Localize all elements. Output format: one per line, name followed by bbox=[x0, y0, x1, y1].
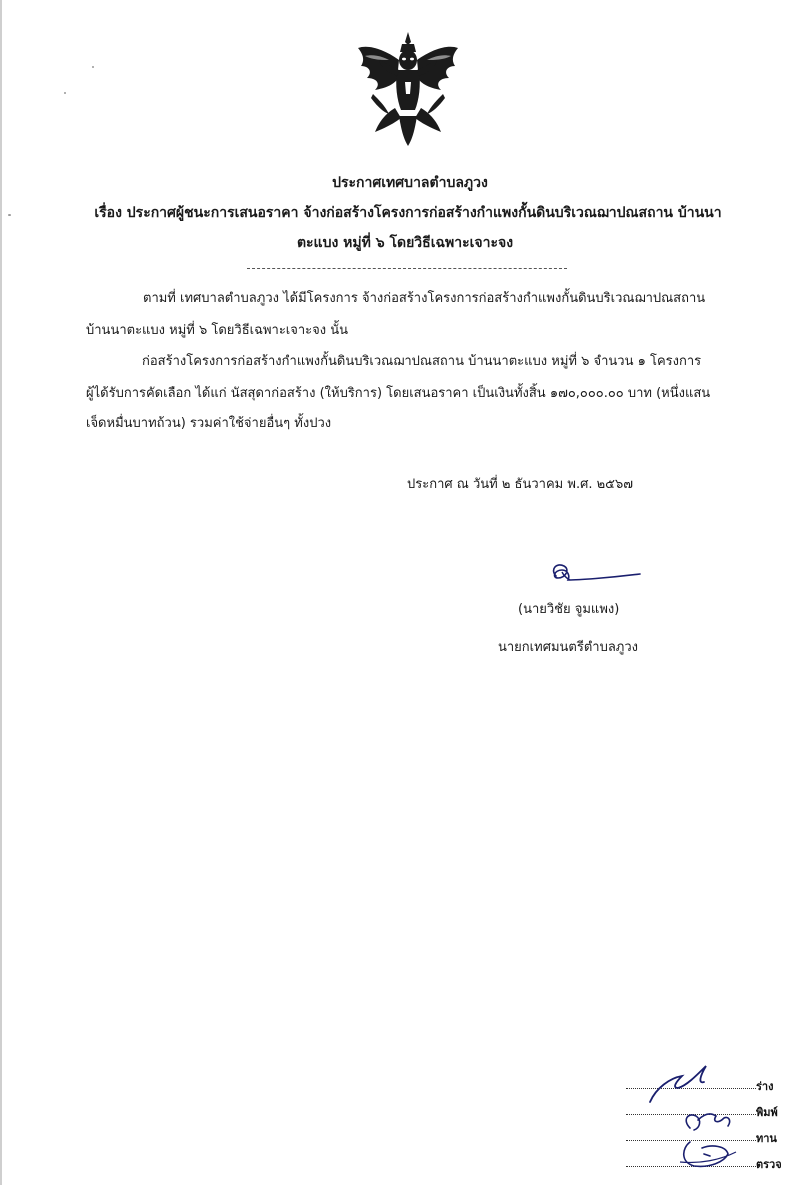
document-title-block bbox=[0, 168, 800, 258]
handwritten-signature bbox=[548, 558, 643, 590]
title-divider bbox=[247, 268, 567, 269]
initial-row-draft bbox=[620, 1076, 795, 1098]
document-subject-line2: ตะแบง หมู่ที่ ๖ โดยวิธีเฉพาะเจาะจง bbox=[296, 235, 514, 251]
initial-row-reviewed bbox=[620, 1128, 795, 1150]
scan-speck bbox=[92, 66, 94, 68]
dotted-line bbox=[626, 1088, 756, 1089]
announcement-date: ประกาศ ณ วันที่ ๒ ธันวาคม พ.ศ. ๒๕๖๗ bbox=[407, 477, 634, 492]
signer-name: (นายวิชัย จูมแพง) bbox=[518, 602, 620, 617]
scan-speck bbox=[64, 92, 66, 94]
paragraph-2-line-3: เจ็ดหมื่นบาทถ้วน) รวมค่าใช้จ่ายอื่นๆ ทั้งปวง bbox=[86, 416, 332, 431]
dotted-line bbox=[626, 1166, 756, 1167]
initial-label-reviewed: ทาน bbox=[756, 1132, 777, 1145]
dotted-line bbox=[626, 1140, 756, 1141]
garuda-emblem bbox=[355, 30, 461, 148]
document-title: ประกาศเทศบาลตำบลภูวง bbox=[332, 175, 488, 191]
paragraph-2-line-1: ก่อสร้างโครงการก่อสร้างกำแพงกั้นดินบริเวณฌาปณสถาน บ้านนาตะแบง หมู่ที่ ๖ จำนวน ๑ โครงการ bbox=[142, 354, 702, 369]
initial-row-checked bbox=[620, 1154, 795, 1176]
initial-row-typed bbox=[620, 1102, 795, 1124]
dotted-line bbox=[626, 1114, 756, 1115]
document-subject-line1: เรื่อง ประกาศผู้ชนะการเสนอราคา จ้างก่อสร้างโครงการก่อสร้างกำแพงกั้นดินบริเวณฌาปณสถาน บ้านนา bbox=[94, 205, 722, 221]
initial-label-typed: พิมพ์ bbox=[756, 1106, 778, 1119]
paragraph-1-line-2: บ้านนาตะแบง หมู่ที่ ๖ โดยวิธีเฉพาะเจาะจง นั้น bbox=[86, 323, 349, 338]
initial-label-checked: ตรวจ bbox=[756, 1158, 782, 1171]
approval-initials-block bbox=[620, 1058, 795, 1183]
initial-label-draft: ร่าง bbox=[756, 1080, 774, 1093]
paragraph-1-line-1: ตามที่ เทศบาลตำบลภูวง ได้มีโครงการ จ้างก่อสร้างโครงการก่อสร้างกำแพงกั้นดินบริเวณฌาปณสถาน bbox=[143, 291, 706, 306]
paragraph-2-line-2: ผู้ได้รับการคัดเลือก ได้แก่ นัสสุดาก่อสร้าง (ให้บริการ) โดยเสนอราคา เป็นเงินทั้งสิ้น ๑๗๐,๐๐๐.๐๐ บาท (หนึ่งแสน bbox=[86, 386, 711, 401]
signer-position: นายกเทศมนตรีตำบลภูวง bbox=[498, 640, 638, 655]
